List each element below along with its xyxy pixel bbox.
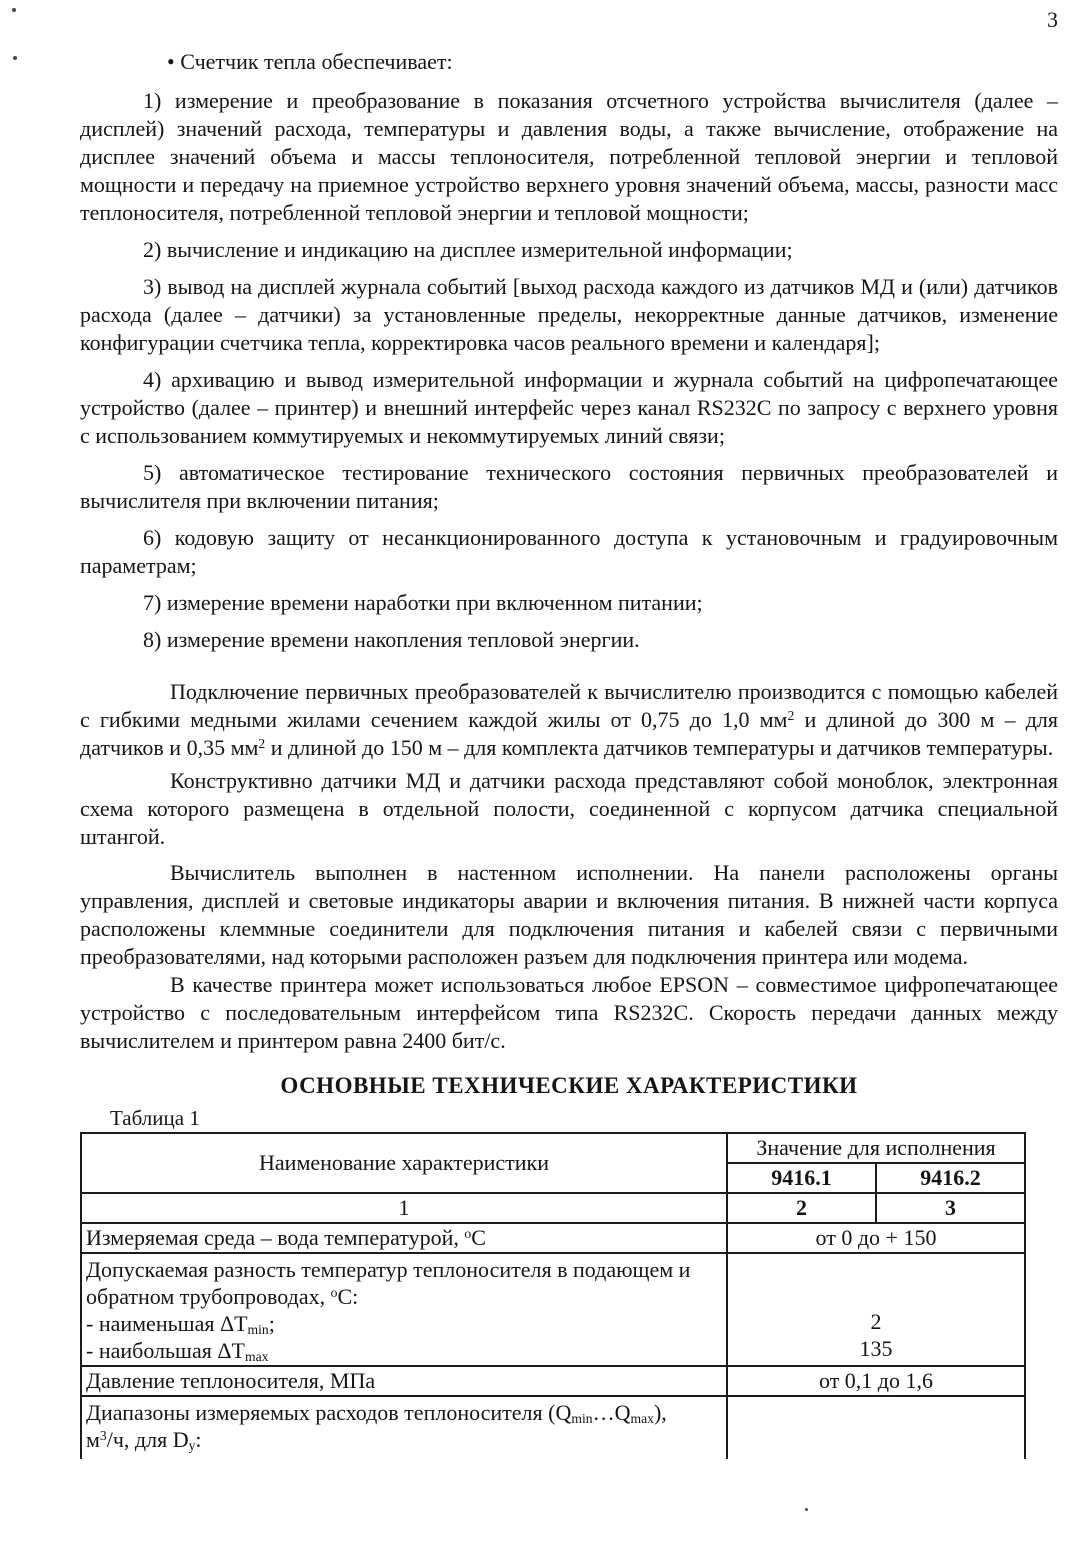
list-item-6: 6) кодовую защиту от несанкционированного доступа к установочным и градуировочным параметрам;	[80, 525, 1058, 578]
intro-bullet-line: • Счетчик тепла обеспечивает:	[167, 49, 453, 74]
paragraph-construction: Конструктивно датчики МД и датчики расхода представляют собой моноблок, электронная схема которого размещена в отдельной полости, соединенной с корпусом датчика специальной штангой.	[80, 768, 1058, 849]
list-item-4: 4) архивацию и вывод измерительной информации и журнала событий на цифропечатающее устройство (далее – принтер) и внешний интерфейс через канал RS232C по запросу с верхнего уровня с использованием коммутируемых и некоммутируемых линий связи;	[80, 367, 1058, 448]
table-column-numbers-row	[81, 1193, 1025, 1223]
table-row-measured-medium	[81, 1223, 1025, 1253]
cell-pressure-value: от 0,1 до 1,6	[727, 1366, 1025, 1396]
cell-flow-range-name	[81, 1396, 727, 1459]
temp-diff-line-min: - наименьшая $\Delta T_{min}$;	[86, 1311, 275, 1337]
paragraph-connection: Подключение первичных преобразователей к вычислителю производится с помощью кабелей с гибкими медными жилами сечением каждой жилы от 0,75 до 1,0 $мм^2$ и длиной до 300 м – для датчиков и 0,35 $мм^2$ и длиной до 150 м – для комплекта датчиков температуры и датчиков температуры.	[80, 679, 1059, 760]
document-body	[80, 0, 1058, 1459]
table-row-flow-range	[81, 1396, 1025, 1459]
paragraph-computer: Вычислитель выполнен в настенном исполнении. На панели расположены органы управления, дисплей и световые индикаторы аварии и включения питания. В нижней части корпуса расположены клеммные соединители для подключения питания и кабелей связи с первичными преобразователями, над которыми расположен разъем для подключения принтера или модема.	[80, 860, 1058, 969]
list-item-8: 8) измерение времени накопления тепловой энергии.	[143, 627, 640, 652]
flow-range-line-1: Диапазоны измеряемых расходов теплоносителя $(Q_{min}\dots Q_{max})$,	[86, 1400, 667, 1426]
cell-temp-difference-values	[727, 1253, 1025, 1366]
paragraph-printer: В качестве принтера может использоваться любое EPSON – совместимое цифропечатающее устройство с последовательным интерфейсом типа RS232C. Скорость передачи данных между вычислителем и принтером равна 2400 бит/с.	[80, 972, 1058, 1053]
list-item-3: 3) вывод на дисплей журнала событий [выход расхода каждого из датчиков МД и (или) датчиков расхода (далее – датчики) за установленные пределы, некорректные данные датчиков, изменение конфигурации счетчика тепла, корректировка часов реального времени и календаря];	[80, 274, 1058, 355]
temp-diff-line-1: Допускаемая разность температур теплоносителя в подающем и	[86, 1257, 691, 1282]
list-item-1: 1) измерение и преобразование в показания отсчетного устройства вычислителя (далее – дисплей) значений расхода, температуры и давления воды, а также вычисление, отображение на дисплее значений объема и массы теплоносителя, потребленной тепловой энергии и тепловой мощности и передачу на приемное устройство верхнего уровня значений объема, массы, разности масс теплоносителя, потребленной тепловой энергии и тепловой мощности;	[80, 88, 1058, 225]
cell-temp-difference-name	[81, 1253, 727, 1366]
cell-flow-range-value	[727, 1396, 1025, 1459]
scan-artifact-dot	[12, 8, 16, 12]
table-header-value: Значение для исполнения	[727, 1133, 1025, 1163]
table-header-variant-2: 9416.2	[876, 1163, 1025, 1193]
table-header-row-1	[81, 1133, 1025, 1163]
cell-pressure-name: Давление теплоносителя, МПа	[81, 1366, 727, 1396]
section-title: ОСНОВНЫЕ ТЕХНИЧЕСКИЕ ХАРАКТЕРИСТИКИ	[280, 1073, 858, 1098]
list-item-5: 5) автоматическое тестирование технического состояния первичных преобразователей и вычислителя при включении питания;	[80, 460, 1058, 513]
table-row-pressure	[81, 1366, 1025, 1396]
temp-diff-line-2: обратном трубопроводах, $^о$С:	[86, 1284, 359, 1309]
scan-artifact-dot	[13, 56, 17, 60]
list-item-7: 7) измерение времени наработки при включенном питании;	[143, 590, 703, 615]
cell-measured-medium-value: от 0 до + 150	[727, 1223, 1025, 1253]
cell-measured-medium-name: Измеряемая среда – вода температурой, $^о$С	[81, 1223, 727, 1253]
table-row-temp-difference	[81, 1253, 1025, 1366]
scan-artifact-dot	[805, 1508, 808, 1511]
table-header-name: Наименование характеристики	[81, 1133, 727, 1193]
column-number-1: 1	[81, 1193, 727, 1223]
column-number-3: 3	[876, 1193, 1025, 1223]
table-label: Таблица 1	[110, 1106, 200, 1130]
temp-diff-value-max: 135	[859, 1336, 893, 1361]
temp-diff-value-min: 2	[870, 1309, 882, 1334]
list-item-2: 2) вычисление и индикацию на дисплее измерительной информации;	[143, 237, 793, 262]
temp-diff-line-max: - наибольшая $\Delta T_{max}$	[86, 1338, 269, 1364]
flow-range-line-2: $м^3/ч$, для $D_y$:	[86, 1427, 202, 1453]
table-header-variant-1: 9416.1	[727, 1163, 876, 1193]
column-number-2: 2	[727, 1193, 876, 1223]
page-number: 3	[1047, 7, 1058, 32]
characteristics-table	[80, 1132, 1026, 1459]
